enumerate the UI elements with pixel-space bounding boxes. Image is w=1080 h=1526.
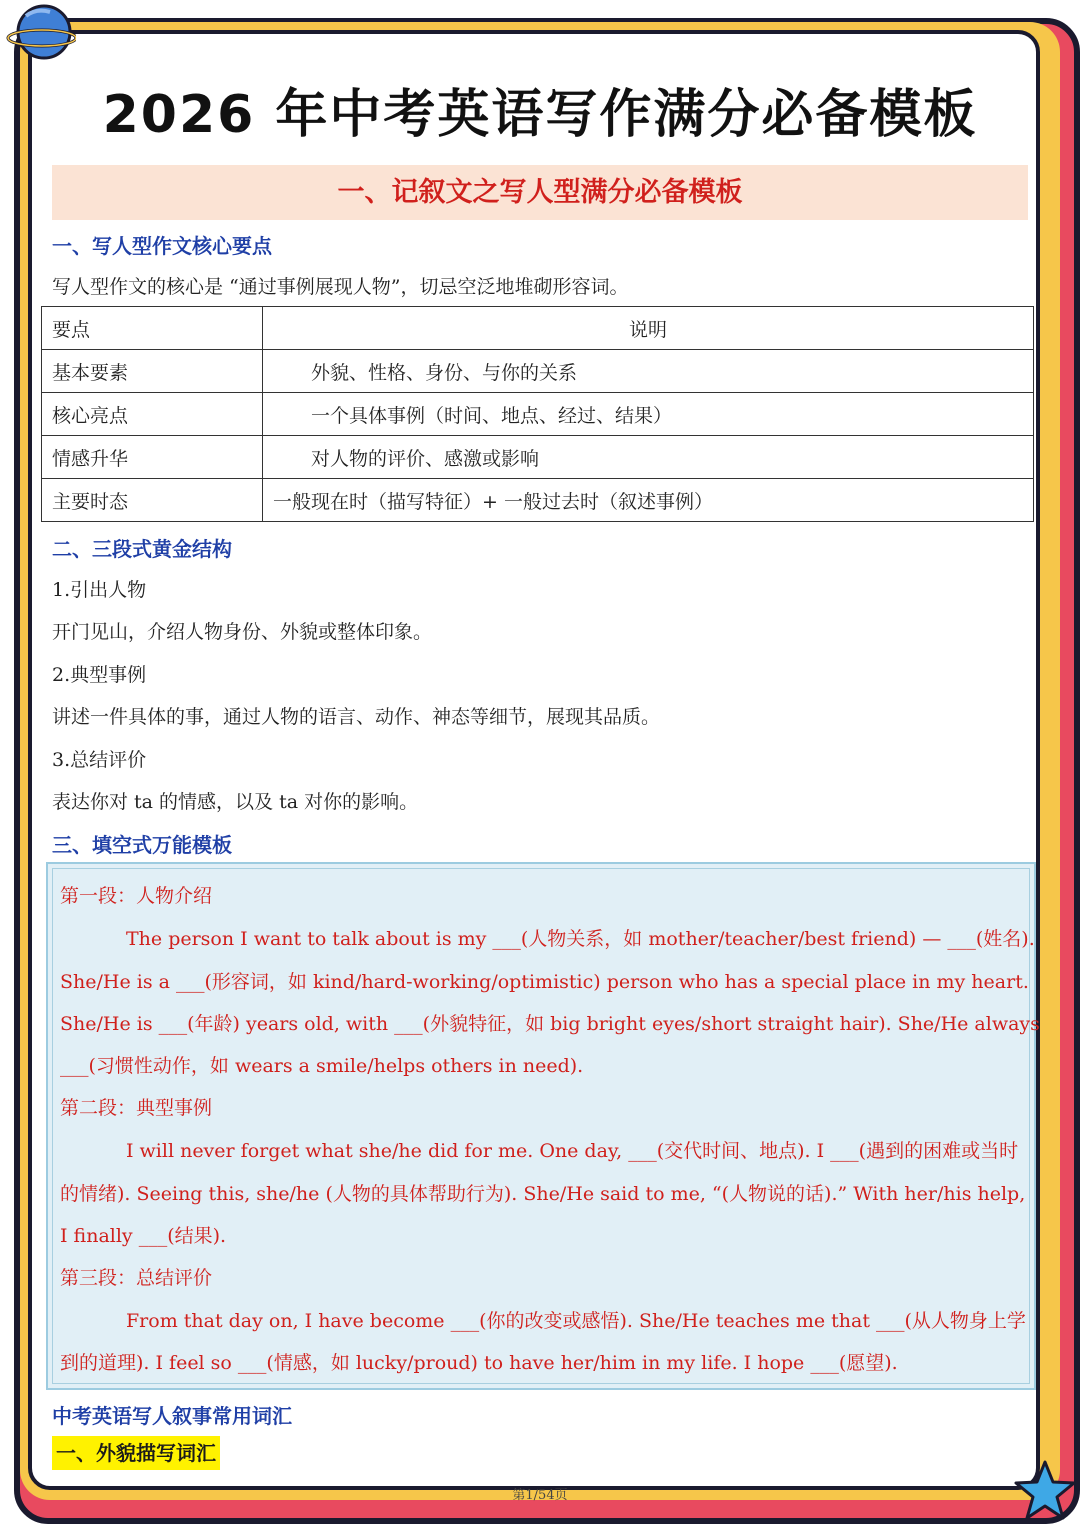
table-row xyxy=(42,393,1034,436)
template-line: 的情绪). Seeing this, she/he (人物的具体帮助行为). She/He said to me, “(人物说的话).” With her/his help, xyxy=(60,1183,1026,1205)
table-row xyxy=(42,350,1034,393)
template-line: She/He is ___(年龄) years old, with ___(外貌特征，如 big bright eyes/short straight hair). She/He always xyxy=(60,1013,1040,1035)
vocab-subheading: 一、外貌描写词汇 xyxy=(52,1436,220,1470)
table-cell: 外貌、性格、身份、与你的关系 xyxy=(263,350,1034,393)
template-line: I will never forget what she/he did for me. One day, ___(交代时间、地点). I ___(遇到的困难或当时 xyxy=(126,1140,1019,1162)
table-cell: 基本要素 xyxy=(42,350,263,393)
structure-item: 1.引出人物 xyxy=(52,579,147,601)
table-header-row xyxy=(42,307,1034,350)
section1-intro: 写人型作文的核心是 “通过事例展现人物”，切忌空泛地堆砌形容词。 xyxy=(52,276,629,298)
template-paragraph-label: 第一段：人物介绍 xyxy=(60,885,213,907)
template-line: From that day on, I have become ___(你的改变或感悟). She/He teaches me that ___(从人物身上学 xyxy=(126,1310,1026,1332)
table-cell: 一个具体事例（时间、地点、经过、结果） xyxy=(263,393,1034,436)
structure-item: 讲述一件具体的事，通过人物的语言、动作、神态等细节，展现其品质。 xyxy=(52,706,661,728)
section-banner: 一、记叙文之写人型满分必备模板 xyxy=(52,165,1028,220)
section2-heading: 二、三段式黄金结构 xyxy=(52,537,232,561)
template-line: ___(习惯性动作，如 wears a smile/helps others in need). xyxy=(60,1055,584,1077)
structure-item: 开门见山，介绍人物身份、外貌或整体印象。 xyxy=(52,621,433,643)
page-number: 第1/54页 xyxy=(512,1488,568,1503)
template-line: I finally ___(结果). xyxy=(60,1225,227,1247)
structure-item: 2.典型事例 xyxy=(52,664,147,686)
page-title: 2026 年中考英语写作满分必备模板 xyxy=(102,85,978,145)
table-header-cell: 要点 xyxy=(42,307,263,350)
section1-heading: 一、写人型作文核心要点 xyxy=(52,234,272,258)
template-line: She/He is a ___(形容词，如 kind/hard-working/optimistic) person who has a special place in my heart. xyxy=(60,971,1029,993)
table-cell: 情感升华 xyxy=(42,436,263,479)
table-cell: 对人物的评价、感激或影响 xyxy=(263,436,1034,479)
section3-heading: 三、填空式万能模板 xyxy=(52,833,232,857)
template-line: The person I want to talk about is my ___(人物关系，如 mother/teacher/best friend) — ___(姓名). xyxy=(126,928,1035,950)
table-cell: 核心亮点 xyxy=(42,393,263,436)
planet-icon xyxy=(6,0,76,62)
template-paragraph-label: 第二段：典型事例 xyxy=(60,1097,213,1119)
structure-item: 表达你对 ta 的情感，以及 ta 对你的影响。 xyxy=(52,791,419,813)
vocab-heading: 中考英语写人叙事常用词汇 xyxy=(52,1404,292,1428)
template-line: 到的道理). I feel so ___(情感，如 lucky/proud) to have her/him in my life. I hope ___(愿望). xyxy=(60,1352,898,1374)
table-header-cell: 说明 xyxy=(263,307,1034,350)
table-row xyxy=(42,436,1034,479)
table-cell: 一般现在时（描写特征）+ 一般过去时（叙述事例） xyxy=(263,479,1034,522)
key-points-table xyxy=(41,306,1034,522)
table-cell: 主要时态 xyxy=(42,479,263,522)
table-row xyxy=(42,479,1034,522)
template-paragraph-label: 第三段：总结评价 xyxy=(60,1267,213,1289)
structure-item: 3.总结评价 xyxy=(52,749,147,771)
